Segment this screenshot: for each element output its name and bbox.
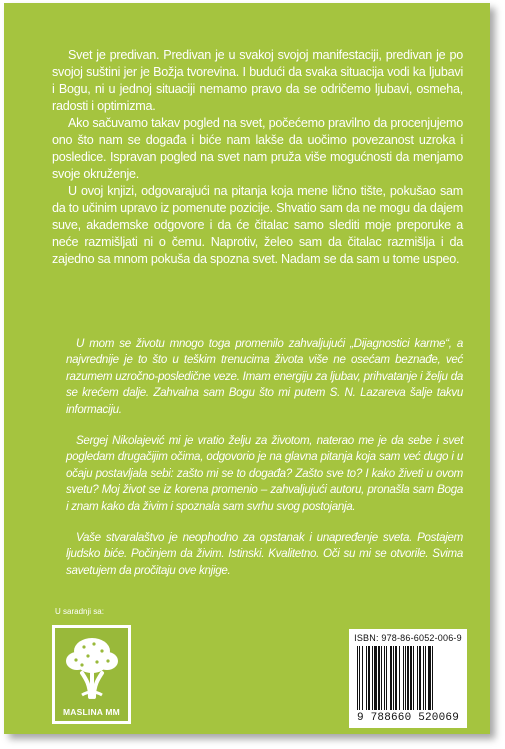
barcode-bars: [355, 646, 461, 712]
barcode: [349, 629, 467, 728]
publisher-name: MASLINA MM: [63, 707, 120, 717]
tree-icon: [64, 635, 120, 699]
paragraph: Ako sačuvamo takav pogled na svet, počećemo pravilno da procenjujemo ono što nam se događa i biće nam lakše da uočimo povezanost uzroka i posledice. Ispravan pogled na svet nam pruža više mogućnosti da menjamo svoje okruženje.: [52, 116, 463, 181]
publisher-logo: [52, 625, 131, 724]
paragraph: Svet je predivan. Predivan je u svakoj svojoj manifestaciji, predivan je po svojoj suštini jer je Božja tvorevina. I budući da svaka situacija vodi ka ljubavi i Bogu, ni u jednoj situaciji nemamo pravo da se odričemo ljubavi, osmeha, radosti i optimizma.: [52, 48, 463, 113]
testimonial: Sergej Nikolajević mi je vratio želju za životom, naterao me je da sebe i svet pogledam drugačijim očima, odgovorio je na glavna pitanja koja sam već dugo i u očaju postavljala sebi: zašto mi se to događa? Zašto sve to? I kako živeti u ovom svetu? Moj život se iz korena promenio – zahvaljujući autoru, pronašla sam Boga i znam kako da živim i spoznala sam svrhu svog postojanja.: [66, 434, 463, 513]
testimonial: Vaše stvaralaštvo je neophodno za opstanak i unapređenje sveta. Postajem ljudsko biće. Počinjem da živim. Istinski. Kvalitetno. Oči su mi se otvorile. Svima savetujem da pročitaju ove knjige.: [66, 531, 463, 577]
paragraph: U ovoj knjizi, odgovarajući na pitanja koja mene lično tište, pokušao sam da to učinim upravo iz pomenute pozicije. Shvatio sam da ne mogu da dajem suve, akademske odgovore i da će čitalac samo slediti moje preporuke a neće razmišljati ni o čemu. Naprotiv, želeo sam da čitalac razmišlja i da zajedno sa mnom pokuša da spozna svet. Nadam se da sam u tome uspeo.: [52, 184, 463, 266]
testimonial: U mom se životu mnogo toga promenilo zahvaljujući „Dijagnostici karme“, a najvrednije je to što u teškim trenucima života više ne osećam beznađe, već razumem uzročno-posledične veze. Imam energiju za ljubav, prihvatanje i želju da se krećem dalje. Zahvalna sam Bogu što mi putem S. N. Lazareva šalje takvu informaciju.: [66, 337, 463, 416]
main-text: [52, 47, 463, 268]
testimonials: [66, 336, 463, 594]
isbn-text: ISBN: 978-86-6052-006-9: [354, 633, 462, 643]
back-cover: [4, 3, 490, 734]
barcode-digits: 9 788660 520069: [356, 712, 460, 724]
series-label: U saradnji sa:: [55, 607, 104, 616]
